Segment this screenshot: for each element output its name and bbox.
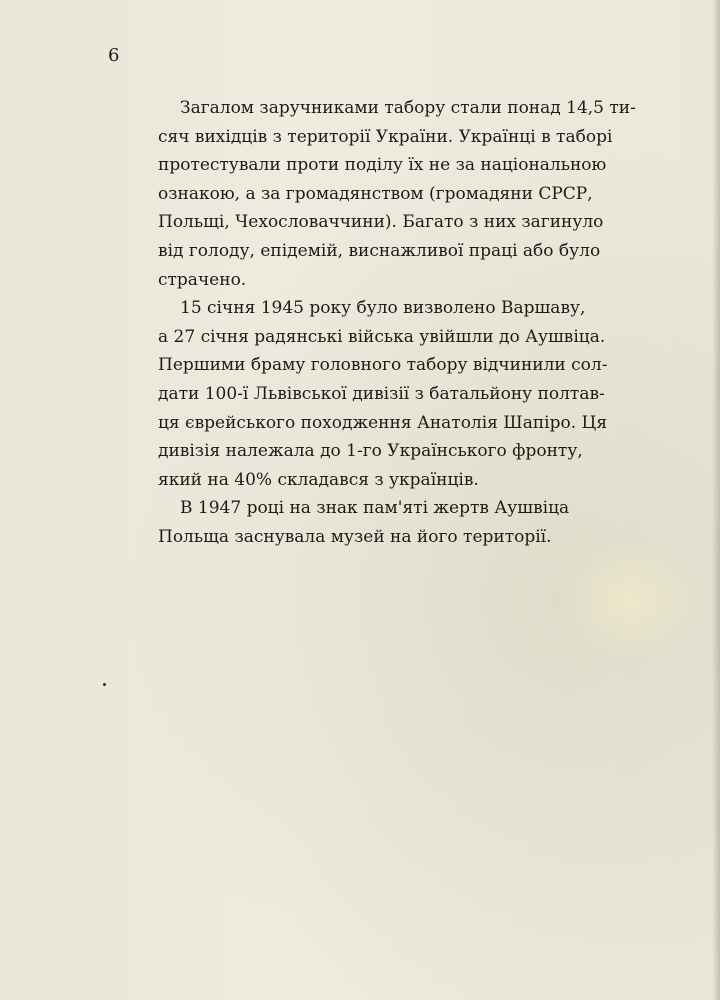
text-line: ознакою, а за громадянством (громадяни СРСР, [158,183,593,204]
body-text [158,94,636,552]
paragraph-1 [158,94,636,294]
text-line: В 1947 році на знак пам'яті жертв Аушвіца [180,498,570,519]
text-line: протестували проти поділу їх не за національною [158,155,607,176]
text-line: Загалом заручниками табору стали понад 14,5 ти- [180,98,636,118]
text-line: Польщі, Чехословаччини). Багато з них загинуло [158,212,604,233]
text-line: сяч вихідців з території України. Українці в таборі [158,126,613,147]
text-line: який на 40% складався з українців. [158,469,479,490]
paper-stain [560,540,700,660]
text-line: Першими браму головного табору відчинили сол- [158,355,608,376]
text-line: дати 100-ї Львівської дивізії з батальйону полтав- [158,383,605,404]
text-line: страчено. [158,269,247,290]
text-line: а 27 січня радянські війська увійшли до Аушвіца. [158,326,606,347]
page-edge-shadow [712,0,720,1000]
paragraph-3 [158,494,570,551]
text-line: дивізія належала до 1-го Українського фронту, [158,441,583,462]
text-line: ця єврейського походження Анатолія Шапіро. Ця [158,412,608,433]
text-line: від голоду, епідемій, виснажливої праці або було [158,240,601,261]
text-line: Польща заснувала музей на його території. [158,526,552,547]
ink-speck [103,683,106,686]
text-line: 15 січня 1945 року було визволено Варшаву, [180,298,586,319]
paragraph-2 [158,294,608,494]
page-number: 6 [108,45,120,66]
